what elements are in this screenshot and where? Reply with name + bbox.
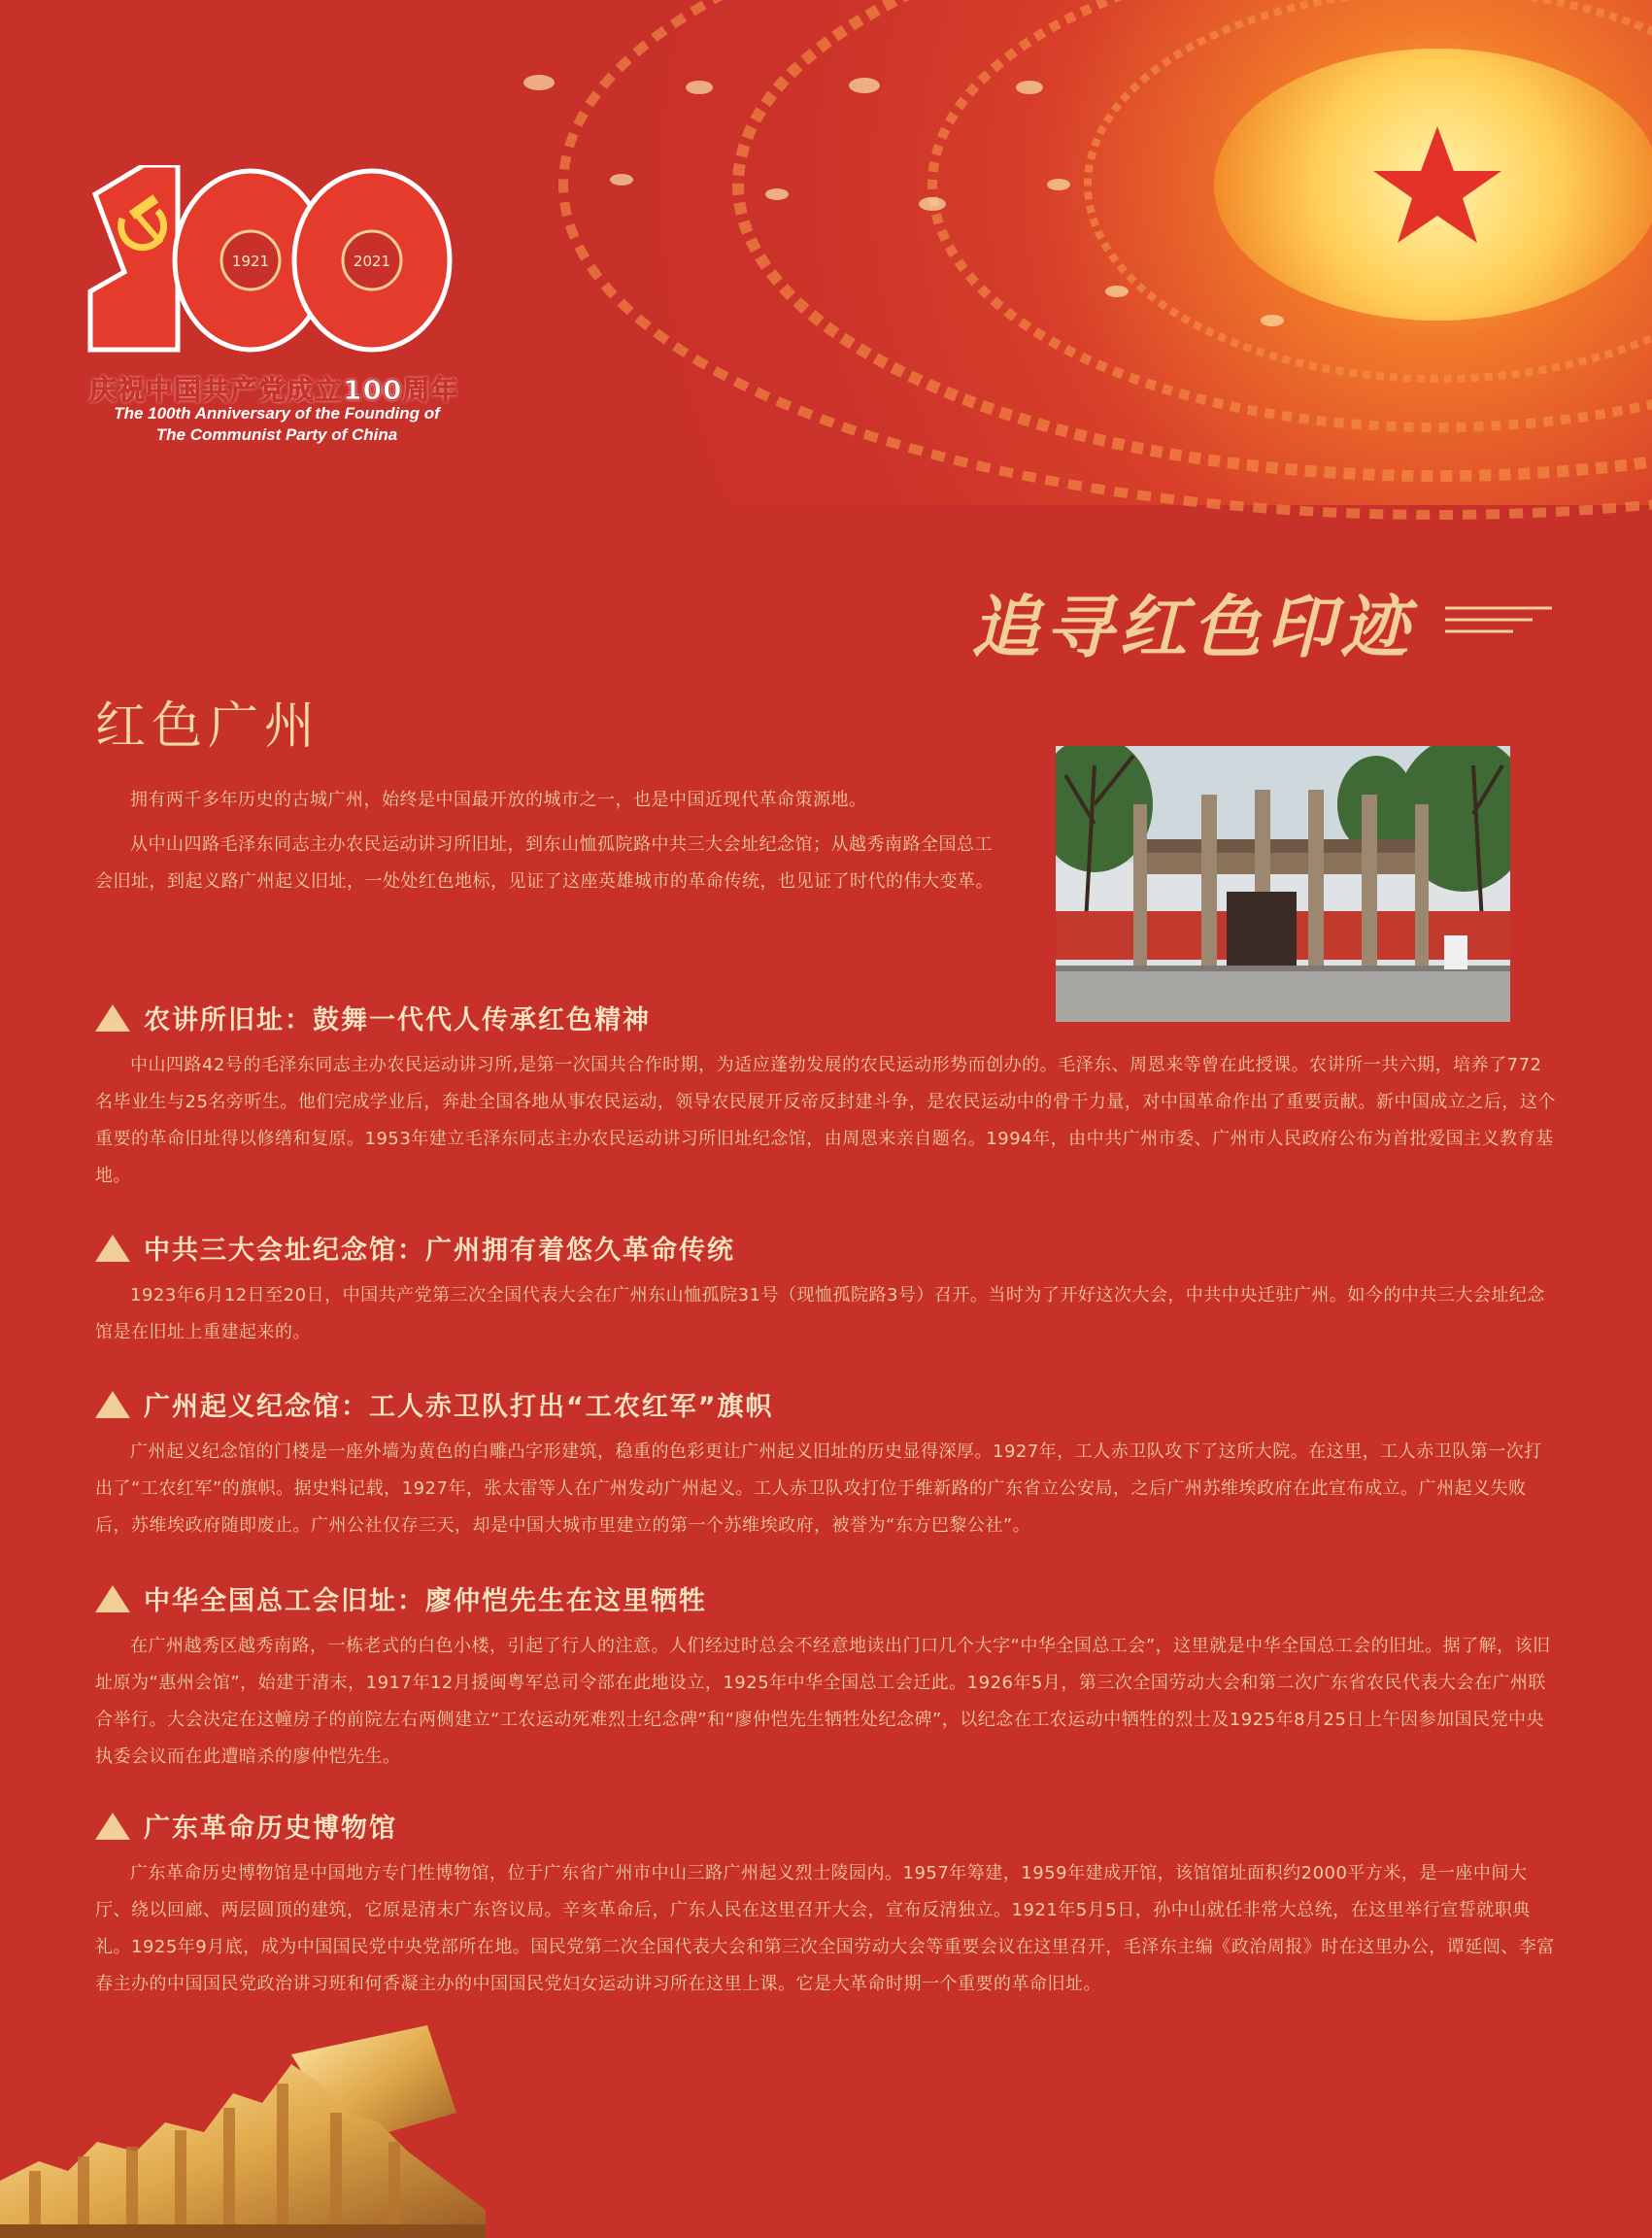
logo-cn-text: 庆祝中国共产党成立100周年 — [89, 374, 459, 406]
item-1-title-text: 农讲所旧址：鼓舞一代代人传承红色精神 — [144, 1005, 651, 1035]
main-title: 追寻红色印迹 — [971, 587, 1414, 667]
item-2-title-text: 中共三大会址纪念馆：广州拥有着悠久革命传统 — [144, 1236, 735, 1266]
item-1-title — [95, 999, 651, 1036]
triangle-bullet-icon — [95, 1391, 130, 1418]
item-2-title — [95, 1229, 735, 1267]
section-title: 红色广州 — [95, 697, 321, 756]
item-1-body: 中山四路42号的毛泽东同志主办农民运动讲习所,是第一次国共合作时期，为适应蓬勃发展的农民运动形势而创办的。毛泽东、周恩来等曾在此授课。农讲所一共六期，培养了772名毕业生与25名旁听生。他们完成学业后，奔赴全国各地从事农民运动，领导农民展开反帝反封建斗争，是农民运动中的骨干力量，对中国革命作出了重要贡献。新中国成立之后，这个重要的革命旧址得以修缮和复原。1953年建立毛泽东同志主办农民运动讲习所旧址纪念馆，由周恩来亲自题名。1994年，由中共广州市委、广州市人民政府公布为首批爱国主义教育基地。 — [95, 1055, 1556, 1186]
title-decoration-lines — [1445, 602, 1552, 641]
item-3-title — [95, 1385, 774, 1423]
item-2-body: 1923年6月12日至20日，中国共产党第三次全国代表大会在广州东山恤孤院31号（现恤孤院路3号）召开。当时为了开好这次大会，中共中央迁驻广州。如今的中共三大会址纪念馆是在旧址上重建起来的。 — [95, 1285, 1545, 1342]
item-4-title — [95, 1579, 707, 1617]
logo-year-start: 1921 — [231, 253, 270, 270]
item-3-title-text: 广州起义纪念馆：工人赤卫队打出“工农红军”旗帜 — [144, 1392, 774, 1422]
memorial-gate-photo — [1056, 746, 1510, 1022]
intro-paragraph-1: 拥有两千多年历史的古城广州，始终是中国最开放的城市之一，也是中国近现代革命策源地。 — [130, 790, 867, 810]
item-5-title-text: 广东革命历史博物馆 — [144, 1814, 397, 1844]
logo-en-line1: The 100th Anniversary of the Founding of — [114, 404, 440, 423]
item-5-title — [95, 1807, 397, 1845]
item-3-body: 广州起义纪念馆的门楼是一座外墙为黄色的白雕凸字形建筑，稳重的色彩更让广州起义旧址的历史显得深厚。1927年，工人赤卫队攻下了这所大院。在这里，工人赤卫队第一次打出了“工农红军”的旗帜。据史料记载，1927年，张太雷等人在广州发动广州起义。工人赤卫队攻打位于维新路的广东省立公安局，之后广州苏维埃政府在此宣布成立。广州起义失败后，苏维埃政府随即废止。广州公社仅存三天，却是中国大城市里建立的第一个苏维埃政府，被誉为“东方巴黎公社”。 — [95, 1441, 1542, 1536]
item-5-body: 广东革命历史博物馆是中国地方专门性博物馆，位于广东省广州市中山三路广州起义烈士陵园内。1957年筹建，1959年建成开馆，该馆馆址面积约2000平方米，是一座中间大厅、绕以回廊、两层圆顶的建筑，它原是清末广东咨议局。辛亥革命后，广东人民在这里召开大会，宣布反清独立。1921年5月5日，孙中山就任非常大总统，在这里举行宣誓就职典礼。1925年9月底，成为中国国民党中央党部所在地。国民党第二次全国代表大会和第三次全国劳动大会等重要会议在这里召开，毛泽东主编《政治周报》时在这里办公，谭延闿、李富春主办的中国国民党政治讲习班和何香凝主办的中国国民党妇女运动讲习所在这里上课。它是大革命时期一个重要的革命旧址。 — [95, 1863, 1555, 1994]
logo-year-end: 2021 — [353, 253, 391, 270]
logo-number-one — [90, 165, 178, 350]
intro-paragraph-2: 从中山四路毛泽东同志主办农民运动讲习所旧址，到东山恤孤院路中共三大会址纪念馆；从越秀南路全国总工会旧址，到起义路广州起义旧址，一处处红色地标，见证了这座英雄城市的革命传统，也见证了时代的伟大变革。 — [95, 834, 994, 892]
triangle-bullet-icon — [95, 1813, 130, 1840]
item-4-title-text: 中华全国总工会旧址：廖仲恺先生在这里牺牲 — [144, 1586, 707, 1616]
monument-sculpture — [0, 2025, 486, 2238]
logo-en-text — [92, 403, 461, 446]
item-4-body: 在广州越秀区越秀南路，一栋老式的白色小楼，引起了行人的注意。人们经过时总会不经意地读出门口几个大字“中华全国总工会”，这里就是中华全国总工会的旧址。据了解，该旧址原为“惠州会馆”，始建于清末，1917年12月援闽粤军总司令部在此地设立，1925年中华全国总工会迁此。1926年5月，第三次全国劳动大会和第二次广东省农民代表大会在广州联合举行。大会决定在这幢房子的前院左右两侧建立“工农运动死难烈士纪念碑”和“廖仲恺先生牺牲处纪念碑”，以纪念在工农运动中牺牲的烈士及1925年8月25日上午因参加国民党中央执委会议而在此遭暗杀的廖仲恺先生。 — [95, 1636, 1551, 1767]
triangle-bullet-icon — [95, 1004, 130, 1032]
triangle-bullet-icon — [95, 1235, 130, 1262]
triangle-bullet-icon — [95, 1585, 130, 1612]
logo-en-line2: The Communist Party of China — [155, 425, 398, 444]
